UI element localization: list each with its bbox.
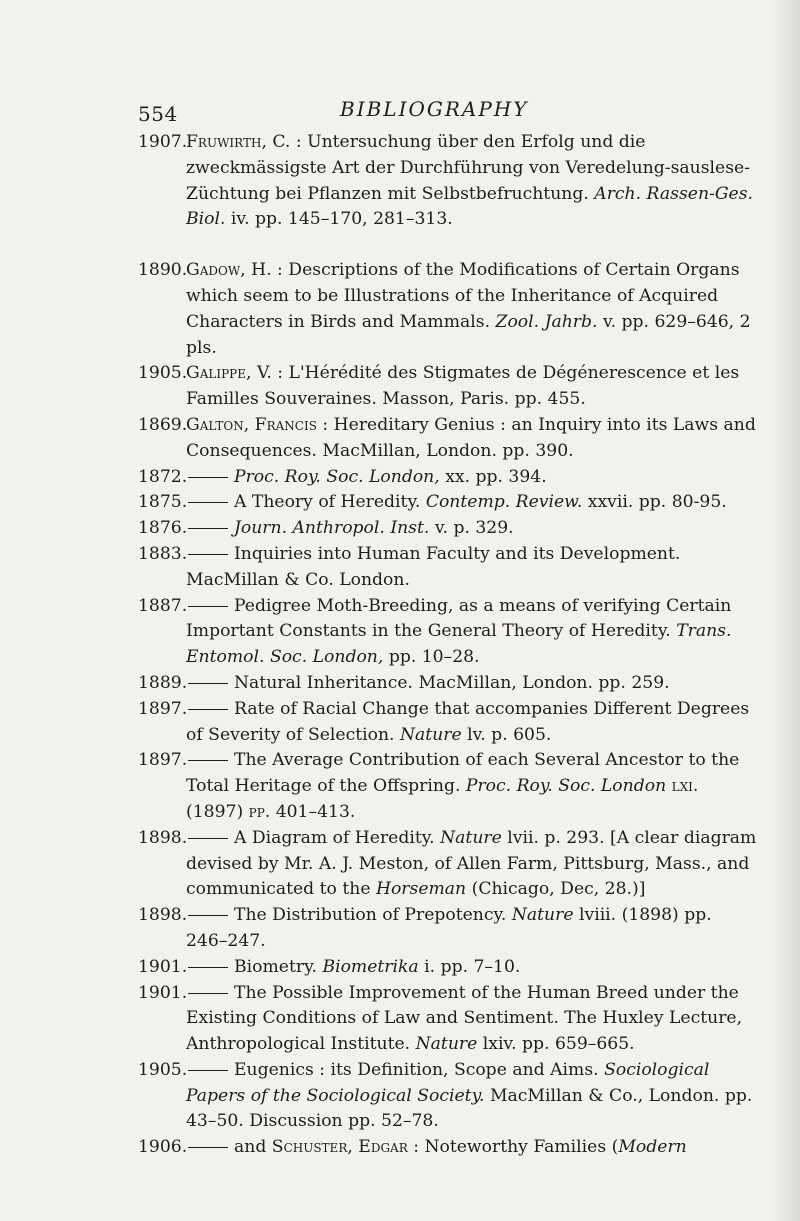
ditto-dash [188, 709, 228, 710]
bibliography-entry [138, 1135, 758, 1161]
entry-title: Descriptions of the Modifications of Certain Organs which seem to be Illustrations of the Inheritance of Acquired Characters in Birds and Mammals. [186, 260, 740, 332]
ditto-dash [188, 760, 228, 761]
entry-year: 1906. [138, 1137, 188, 1158]
ditto-dash [188, 477, 228, 478]
entry-volume: lv. p. 605. [467, 724, 552, 745]
entry-journal: Modern [618, 1137, 687, 1158]
entry-note: (Chicago, Dec, 28.)] [471, 879, 646, 900]
entry-year: 1875. [138, 492, 188, 513]
entry-author: Gadow, H. : [186, 260, 283, 281]
entry-title: The Possible Improvement of the Human Breed under the Existing Conditions of Law and Sentiment. The Huxley Lecture, Anthropological Institute. [186, 982, 743, 1055]
ditto-dash [188, 993, 228, 994]
entry-journal: Zool. Jahrb. [495, 311, 598, 332]
bibliography-entry [138, 542, 758, 594]
entry-volume: MacMillan & Co., London. pp. 43–50. Discussion pp. 52–78. [186, 1085, 753, 1132]
bibliography-entry [138, 413, 758, 465]
bibliography-entry [138, 671, 758, 697]
bibliography-entry [138, 826, 758, 903]
bibliography-list [138, 130, 758, 1161]
entry-year: 1905. [138, 1059, 188, 1080]
entry-title: Biometry. [234, 956, 317, 977]
bibliography-entry [138, 981, 758, 1058]
ditto-dash [188, 1070, 228, 1071]
entry-volume: xxvii. pp. 80-95. [587, 492, 727, 513]
entry-journal: Nature [399, 724, 462, 745]
entry-year: 1898. [138, 827, 188, 848]
entry-journal: Sociological Papers of the Sociological Society. [186, 1059, 710, 1106]
entry-title: Natural Inheritance. MacMillan, London. pp. 259. [234, 672, 670, 693]
entry-author: Galippe, V. : [186, 363, 284, 384]
bibliography-entry [138, 258, 758, 361]
ditto-dash [188, 838, 228, 839]
entry-year: 1898. [138, 905, 188, 926]
entry-volume: lvii. p. 293. [A clear diagram devised by Mr. A. J. Meston, of Allen Farm, Pittsburg, Mass., and communicated to the [186, 827, 757, 900]
entry-year: 1901. [138, 956, 188, 977]
page-number: 554 [138, 102, 178, 126]
entry-year: 1901. [138, 982, 188, 1003]
bibliography-entry [138, 490, 758, 516]
entry-journal-secondary: Horseman [375, 879, 467, 900]
ditto-dash [188, 606, 228, 607]
page-edge-shadow [770, 0, 800, 1221]
entry-author: Galton, Francis : [186, 414, 329, 435]
entry-year: 1907. [138, 132, 188, 152]
bibliography-entry [138, 130, 758, 233]
entry-year: 1887. [138, 595, 188, 616]
entry-title: L'Hérédité des Stigmates de Dégénerescence et les Familles Souveraines. Masson, Paris. pp. 455. [186, 363, 740, 410]
entry-journal: Nature [415, 1034, 478, 1055]
entry-journal: Contemp. Review. [425, 492, 583, 513]
entry-year: 1869. [138, 414, 188, 435]
entry-title: A Theory of Heredity. [234, 492, 421, 513]
ditto-dash [188, 528, 228, 529]
entry-volume: xx. pp. 394. [445, 466, 547, 487]
entry-title: The Average Contribution of each Several Ancestor to the Total Heritage of the Offspring. [186, 750, 740, 797]
entry-title: A Diagram of Heredity. [234, 827, 435, 848]
entry-title: The Distribution of Prepotency. [234, 905, 507, 926]
entry-title: Pedigree Moth-Breeding, as a means of verifying Certain Important Constants in the General Theory of Heredity. [186, 595, 732, 642]
entry-volume: iv. pp. 145–170, 281–313. [230, 209, 453, 230]
entry-journal: Trans. Entomol. Soc. London, [186, 621, 732, 668]
bibliography-entry [138, 594, 758, 671]
entry-year: 1876. [138, 518, 188, 539]
ditto-dash [188, 1147, 228, 1148]
entry-journal: Proc. Roy. Soc. London, [234, 466, 440, 487]
bibliography-entry [138, 697, 758, 749]
ditto-dash [188, 915, 228, 916]
bibliography-entry [138, 903, 758, 955]
entry-volume: v. pp. 629–646, 2 pls. [186, 311, 751, 358]
entry-journal: Arch. Rassen-Ges. Biol. [186, 183, 754, 230]
entry-journal: Proc. Roy. Soc. London [465, 776, 667, 797]
entry-volume: lxi. (1897) pp. 401–413. [186, 776, 699, 822]
bibliography-entry [138, 465, 758, 491]
entry-coauthor: Schuster, Edgar : [271, 1137, 419, 1158]
page-header [0, 70, 800, 126]
entry-volume: lxiv. pp. 659–665. [482, 1034, 635, 1055]
entry-volume: v. p. 329. [434, 518, 514, 539]
entry-year: 1897. [138, 698, 188, 719]
entry-title: Inquiries into Human Faculty and its Development. MacMillan & Co. London. [186, 543, 681, 590]
entry-volume: lviii. (1898) pp. 246–247. [186, 905, 712, 951]
entry-year: 1872. [138, 466, 188, 487]
entry-title: Noteworthy Families ( [424, 1137, 619, 1158]
entry-journal: Nature [440, 827, 502, 848]
entry-volume: pp. 10–28. [388, 647, 480, 668]
entry-year: 1890. [138, 260, 188, 281]
entry-volume: i. pp. 7–10. [424, 956, 521, 977]
entry-year: 1889. [138, 672, 188, 693]
ditto-dash [188, 683, 228, 684]
entry-title: Hereditary Genius : an Inquiry into its Laws and Consequences. MacMillan, London. pp. 390. [186, 414, 756, 461]
entry-year: 1897. [138, 750, 188, 771]
entry-year: 1905. [138, 363, 188, 384]
entry-conjunction: and [234, 1137, 267, 1158]
ditto-dash [188, 554, 228, 555]
entry-author: Fruwirth, C. : [186, 132, 302, 152]
bibliography-entry [138, 516, 758, 542]
bibliography-entry [138, 361, 758, 413]
bibliography-entry [138, 955, 758, 981]
bibliography-entry [138, 748, 758, 825]
entry-title: Eugenics : its Definition, Scope and Aims. [234, 1059, 599, 1080]
entry-journal: Nature [511, 905, 574, 926]
ditto-dash [188, 502, 228, 503]
entry-title: Rate of Racial Change that accompanies Different Degrees of Severity of Selection. [186, 698, 750, 745]
entry-journal: Biometrika [322, 956, 419, 977]
ditto-dash [188, 967, 228, 968]
entry-year: 1883. [138, 543, 188, 564]
entry-journal: Journ. Anthropol. Inst. [234, 518, 430, 539]
bibliography-entry [138, 1058, 758, 1135]
running-title: BIBLIOGRAPHY [340, 97, 529, 121]
entry-title: Untersuchung über den Erfolg und die zweckmässigste Art der Durchführung von Veredelung-sauslese-Züchtung bei Pflanzen mit Selbstbefruchtung. [186, 132, 750, 204]
